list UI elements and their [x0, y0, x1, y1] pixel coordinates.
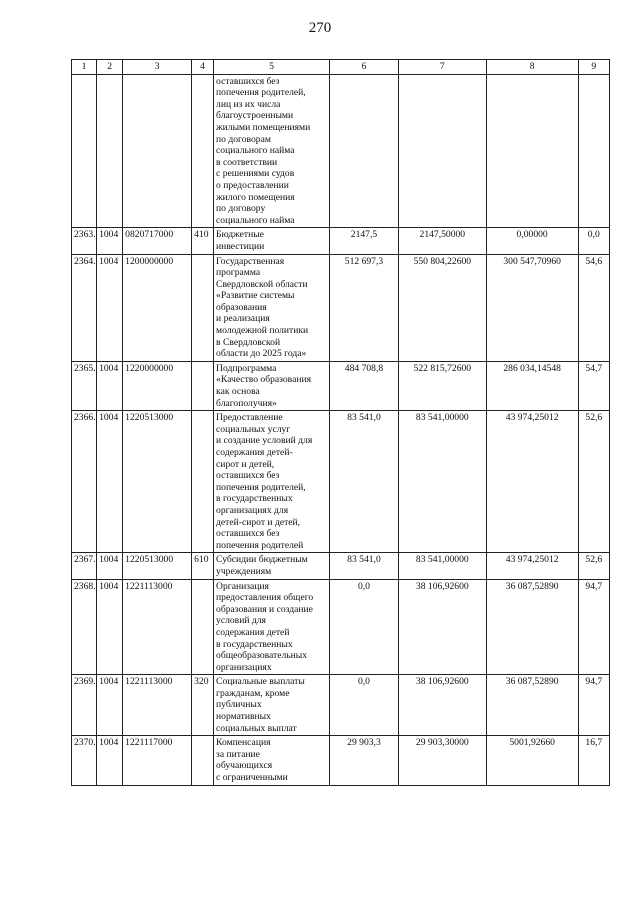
- cell-empty: [72, 74, 97, 228]
- target-article-code: 1221113000: [123, 675, 192, 736]
- approved-amount: 2147,50000: [398, 228, 486, 254]
- planned-amount: 484 708,8: [330, 361, 399, 410]
- column-header: 6: [330, 60, 399, 75]
- row-number: 2364.: [72, 254, 97, 361]
- expense-type-code: [192, 579, 214, 675]
- row-number: 2367.: [72, 553, 97, 579]
- executed-amount: 5001,92660: [486, 736, 578, 785]
- target-article-code: 1221117000: [123, 736, 192, 785]
- execution-percent: 16,7: [578, 736, 609, 785]
- item-name: Предоставление социальных услуг и создание условий для содержания детей- сирот и детей, оставшихся без попечения родителей, в государственных организациях для детей-сирот и детей, оставшихся без попечения родителей: [214, 411, 330, 553]
- target-article-code: 1221113000: [123, 579, 192, 675]
- approved-amount: 29 903,30000: [398, 736, 486, 785]
- cell-empty: [398, 74, 486, 228]
- item-name: Организация предоставления общего образования и создание условий для содержания детей в государственных общеобразовательных организациях: [214, 579, 330, 675]
- continuation-row: [72, 74, 610, 228]
- executed-amount: 286 034,14548: [486, 361, 578, 410]
- execution-percent: 54,7: [578, 361, 609, 410]
- cell-empty: [486, 74, 578, 228]
- section-code: 1004: [97, 361, 123, 410]
- table-row: [72, 411, 610, 553]
- table-row: [72, 254, 610, 361]
- planned-amount: 512 697,3: [330, 254, 399, 361]
- executed-amount: 36 087,52890: [486, 579, 578, 675]
- planned-amount: 29 903,3: [330, 736, 399, 785]
- executed-amount: 0,00000: [486, 228, 578, 254]
- section-code: 1004: [97, 228, 123, 254]
- target-article-code: 1200000000: [123, 254, 192, 361]
- approved-amount: 550 804,22600: [398, 254, 486, 361]
- expense-type-code: [192, 411, 214, 553]
- executed-amount: 36 087,52890: [486, 675, 578, 736]
- cell-empty: [123, 74, 192, 228]
- section-code: 1004: [97, 254, 123, 361]
- row-number: 2370.: [72, 736, 97, 785]
- expense-type-code: [192, 736, 214, 785]
- item-name: Компенсация за питание обучающихся с ограниченными: [214, 736, 330, 785]
- budget-table: [71, 59, 610, 786]
- column-header: 8: [486, 60, 578, 75]
- table-row: [72, 736, 610, 785]
- row-number: 2363.: [72, 228, 97, 254]
- table-row: [72, 579, 610, 675]
- planned-amount: 83 541,0: [330, 553, 399, 579]
- target-article-code: 1220513000: [123, 553, 192, 579]
- table-row: [72, 361, 610, 410]
- item-name: Бюджетные инвестиции: [214, 228, 330, 254]
- column-header: 4: [192, 60, 214, 75]
- approved-amount: 38 106,92600: [398, 675, 486, 736]
- item-name: Социальные выплаты гражданам, кроме публичных нормативных социальных выплат: [214, 675, 330, 736]
- cell-empty: [97, 74, 123, 228]
- execution-percent: 94,7: [578, 579, 609, 675]
- column-header: 9: [578, 60, 609, 75]
- approved-amount: 38 106,92600: [398, 579, 486, 675]
- planned-amount: 0,0: [330, 675, 399, 736]
- row-number: 2366.: [72, 411, 97, 553]
- planned-amount: 2147,5: [330, 228, 399, 254]
- section-code: 1004: [97, 579, 123, 675]
- target-article-code: 1220000000: [123, 361, 192, 410]
- approved-amount: 83 541,00000: [398, 411, 486, 553]
- executed-amount: 43 974,25012: [486, 411, 578, 553]
- section-code: 1004: [97, 553, 123, 579]
- row-number: 2369.: [72, 675, 97, 736]
- approved-amount: 83 541,00000: [398, 553, 486, 579]
- table-row: [72, 675, 610, 736]
- table-row: [72, 228, 610, 254]
- item-name: Субсидии бюджетным учреждениям: [214, 553, 330, 579]
- section-code: 1004: [97, 736, 123, 785]
- section-code: 1004: [97, 675, 123, 736]
- target-article-code: 0820717000: [123, 228, 192, 254]
- cell-empty: [192, 74, 214, 228]
- continued-description: оставшихся без попечения родителей, лиц из их числа благоустроенными жилыми помещениями по договорам социального найма в соответствии с решениями судов о предоставлении жилого помещения по договору социального найма: [214, 74, 330, 228]
- expense-type-code: 410: [192, 228, 214, 254]
- expense-type-code: 320: [192, 675, 214, 736]
- expense-type-code: [192, 254, 214, 361]
- column-header: 2: [97, 60, 123, 75]
- section-code: 1004: [97, 411, 123, 553]
- execution-percent: 94,7: [578, 675, 609, 736]
- column-header: 3: [123, 60, 192, 75]
- executed-amount: 300 547,70960: [486, 254, 578, 361]
- approved-amount: 522 815,72600: [398, 361, 486, 410]
- cell-empty: [578, 74, 609, 228]
- table-row: [72, 553, 610, 579]
- column-header: 5: [214, 60, 330, 75]
- row-number: 2368.: [72, 579, 97, 675]
- column-header: 1: [72, 60, 97, 75]
- execution-percent: 54,6: [578, 254, 609, 361]
- cell-empty: [330, 74, 399, 228]
- executed-amount: 43 974,25012: [486, 553, 578, 579]
- expense-type-code: 610: [192, 553, 214, 579]
- planned-amount: 83 541,0: [330, 411, 399, 553]
- column-header: 7: [398, 60, 486, 75]
- item-name: Подпрограмма «Качество образования как основа благополучия»: [214, 361, 330, 410]
- planned-amount: 0,0: [330, 579, 399, 675]
- execution-percent: 52,6: [578, 553, 609, 579]
- page-number: 270: [308, 20, 332, 36]
- execution-percent: 52,6: [578, 411, 609, 553]
- row-number: 2365.: [72, 361, 97, 410]
- execution-percent: 0,0: [578, 228, 609, 254]
- target-article-code: 1220513000: [123, 411, 192, 553]
- item-name: Государственная программа Свердловской области «Развитие системы образования и реализация молодежной политики в Свердловской области до 2025 года»: [214, 254, 330, 361]
- expense-type-code: [192, 361, 214, 410]
- column-number-header-row: [72, 60, 610, 75]
